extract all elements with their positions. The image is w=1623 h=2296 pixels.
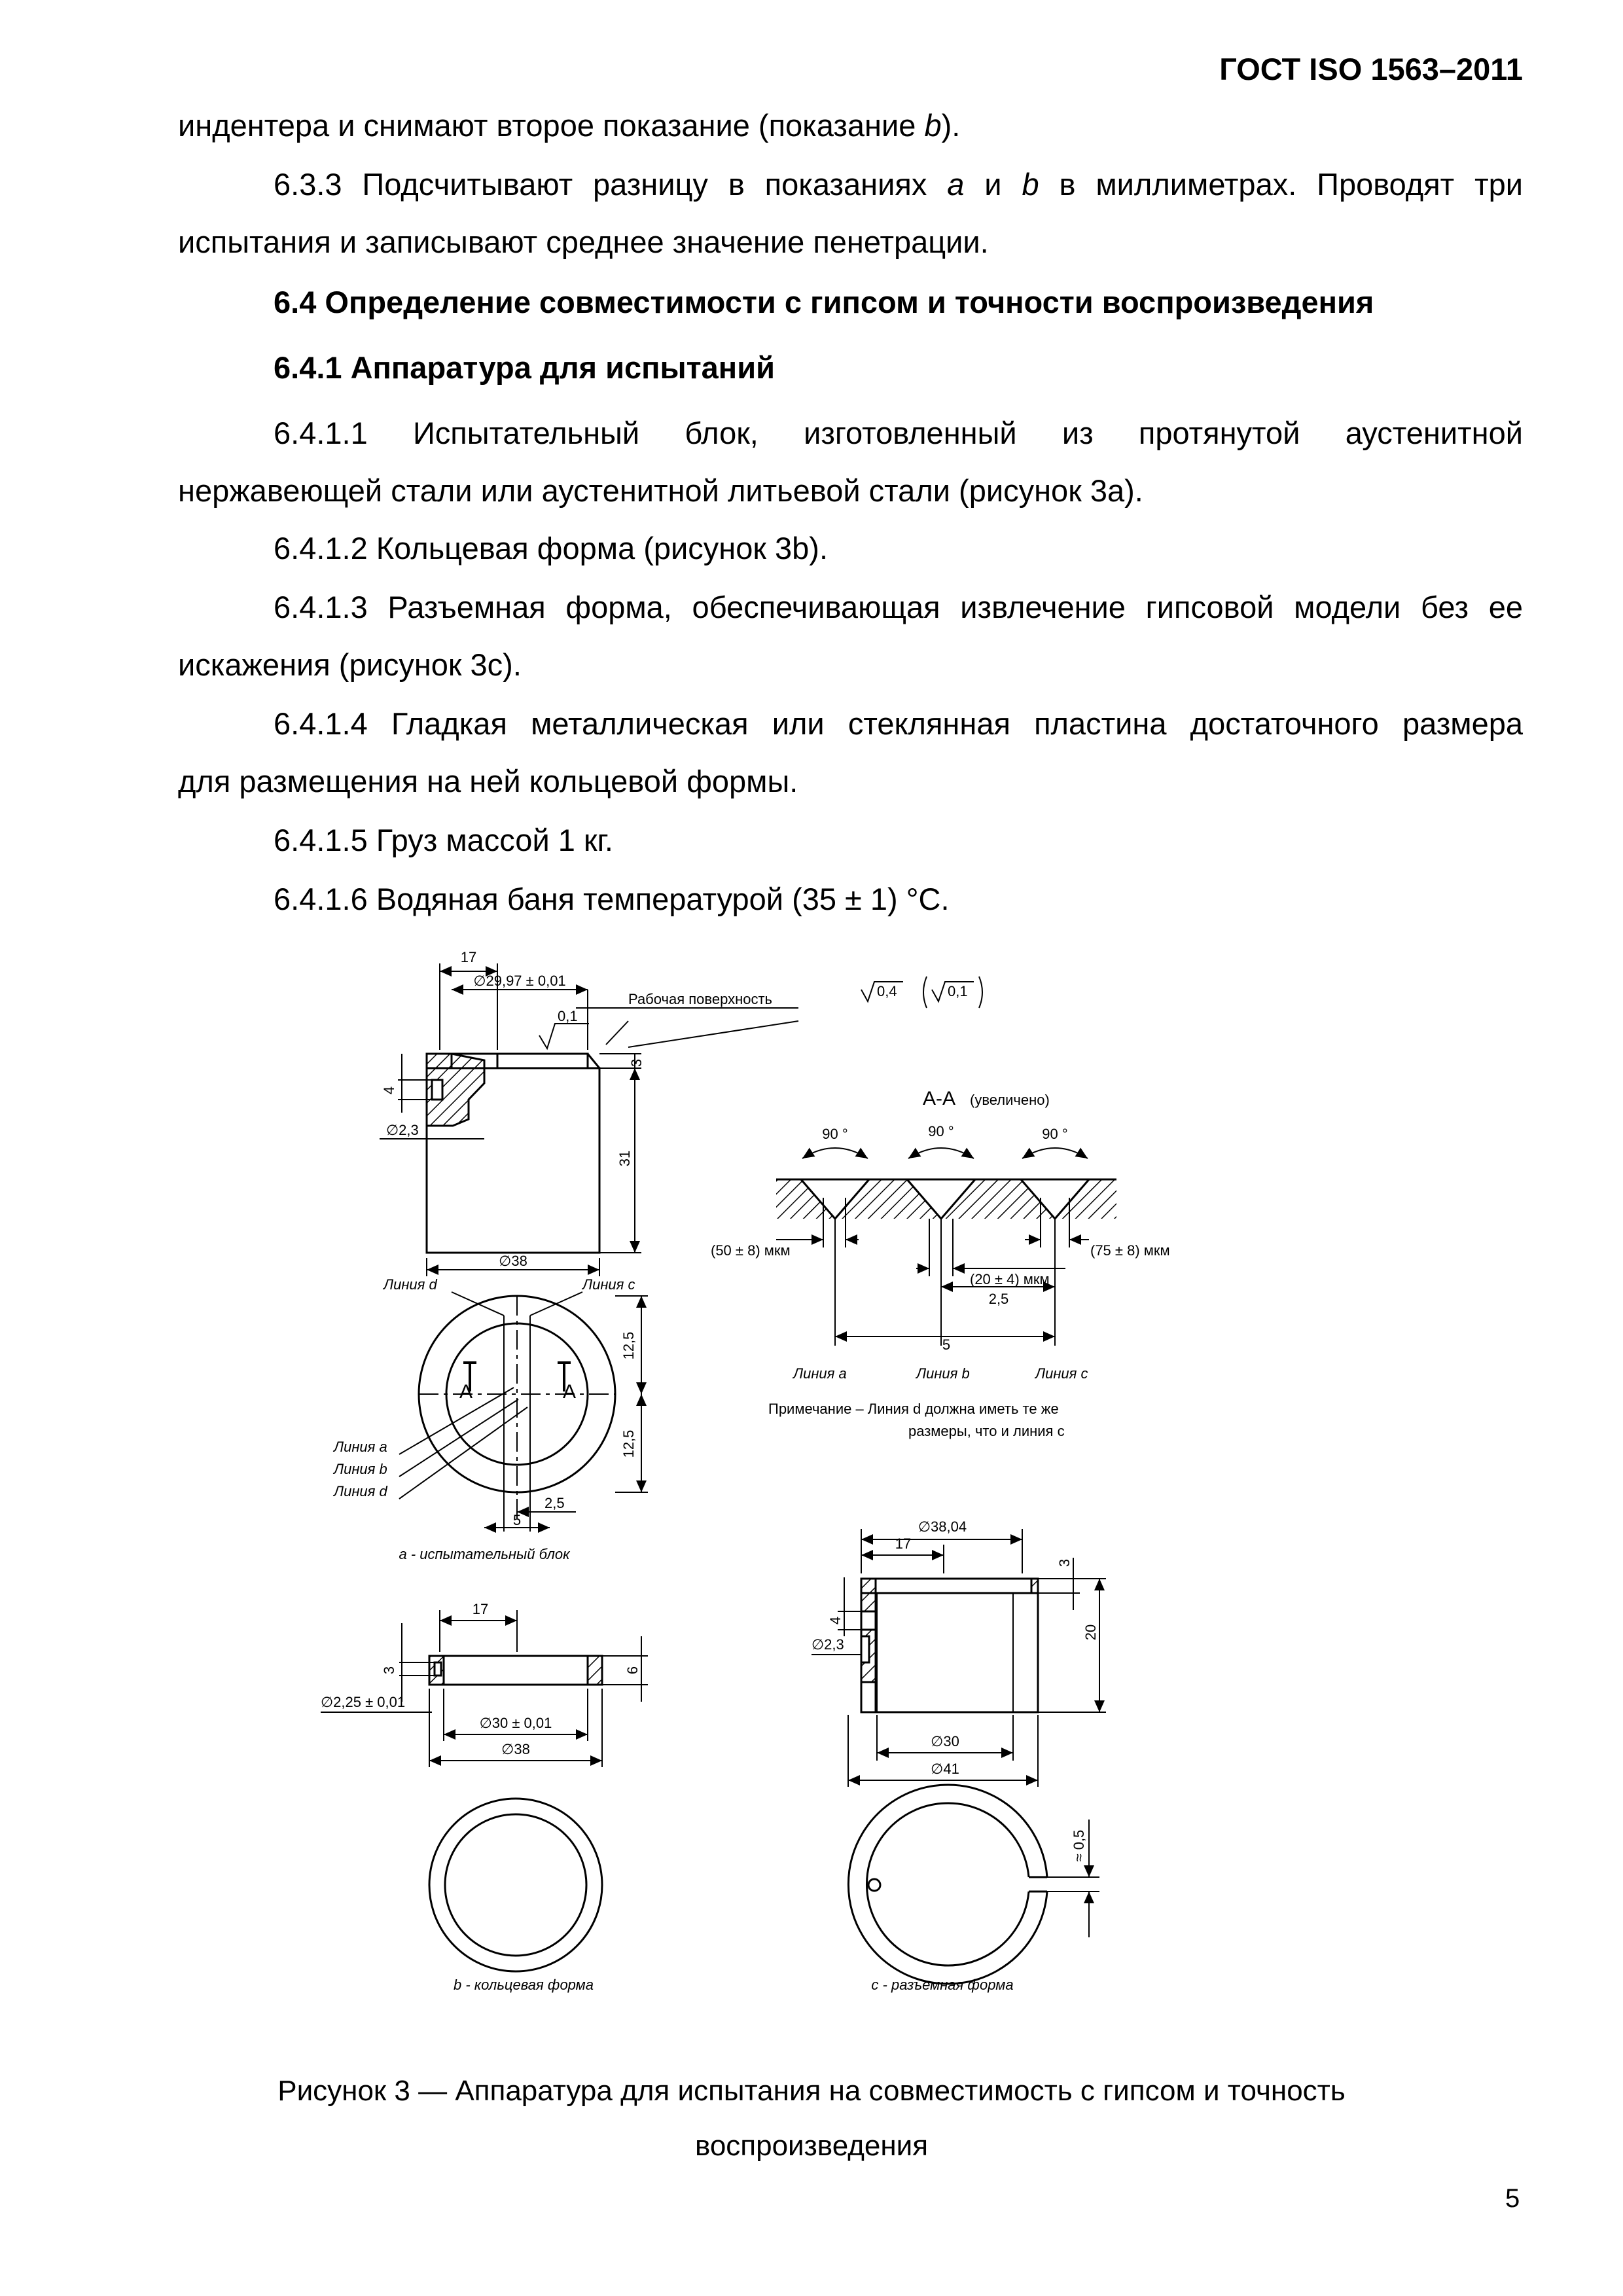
text-fragment: 6.3.3 Подсчитывают разницу в показаниях	[274, 167, 948, 202]
dim-label: ∅38	[501, 1741, 530, 1757]
figure-caption-line: воспроизведения	[694, 2130, 929, 2162]
figure-b-caption: b - кольцевая форма	[454, 1977, 594, 1993]
dim-label: 3	[628, 1058, 645, 1067]
section-heading: 6.4 Определение совместимости с гипсом и точности воспроизведения	[274, 285, 1374, 319]
roughness-label: 0,1	[558, 1008, 578, 1024]
dim-label: 4	[827, 1616, 844, 1625]
dim-label: ∅2,3	[386, 1122, 419, 1138]
dim-label: ∅29,97 ± 0,01	[473, 973, 566, 989]
dim-label: 3	[381, 1666, 397, 1675]
text-fragment: индентера и снимают второе показание (показание	[178, 108, 925, 143]
figure-note: Примечание – Линия d должна иметь те же	[768, 1401, 1059, 1417]
italic-var: b	[924, 108, 942, 143]
dim-label: ∅2,3	[812, 1636, 844, 1653]
dim-label: ≈ 0,5	[1071, 1829, 1087, 1862]
section-title: A-A	[923, 1088, 956, 1109]
dim-label: 5	[512, 1512, 522, 1528]
dim-label: (75 ± 8) мкм	[1090, 1242, 1170, 1259]
text-fragment: ).	[941, 108, 961, 143]
line-label: Линия a	[793, 1365, 847, 1382]
dim-label: 5	[942, 1336, 951, 1353]
dim-label: 2,5	[988, 1291, 1009, 1307]
paragraph-line: 6.4.1.5 Груз массой 1 кг.	[274, 823, 613, 857]
dim-label: ∅30	[931, 1733, 959, 1749]
paragraph-line: для размещения на ней кольцевой формы.	[178, 764, 798, 798]
roughness-label: 0,4	[877, 983, 897, 999]
angle-label: 90 °	[1042, 1126, 1068, 1142]
paragraph-line: испытания и записывают среднее значение пенетрации.	[178, 224, 989, 259]
figure-note: размеры, что и линия c	[908, 1423, 1065, 1439]
section-title-note: (увеличено)	[970, 1092, 1050, 1108]
dim-label: (50 ± 8) мкм	[711, 1242, 791, 1259]
figure-caption-line: Рисунок 3 — Аппаратура для испытания на совместимость с гипсом и точность	[277, 2075, 1346, 2107]
dim-label: 20	[1082, 1624, 1099, 1641]
paragraph-line: 6.4.1.4 Гладкая металлическая или стеклянная пластина достаточного размера	[274, 706, 1523, 741]
line-d-label: Линия d	[383, 1276, 437, 1293]
paragraph-line: 6.4.1.3 Разъемная форма, обеспечивающая извлечение гипсовой модели без ее	[274, 590, 1523, 624]
figure-a-caption: a - испытательный блок	[399, 1546, 570, 1562]
dim-label: ∅2,25 ± 0,01	[321, 1694, 406, 1710]
paragraph-line: искажения (рисунок 3с).	[178, 647, 522, 682]
paragraph-line: 6.4.1.6 Водяная баня температурой (35 ± 1) °С.	[274, 882, 950, 916]
figure-c-caption: c - разъемная форма	[871, 1977, 1014, 1993]
italic-var: b	[1022, 167, 1039, 202]
test-block-top-view	[399, 1292, 648, 1532]
paragraph-line: 6.4.1.2 Кольцевая форма (рисунок 3b).	[274, 531, 829, 565]
paragraph-line: 6.4.1.1 Испытательный блок, изготовленный из протянутой аустенитной	[274, 416, 1523, 450]
line-a-label: Линия a	[334, 1439, 387, 1455]
line-d-label: Линия d	[334, 1483, 387, 1499]
dim-label: 17	[895, 1535, 912, 1552]
angle-label: 90 °	[928, 1123, 954, 1139]
line-label: Линия b	[916, 1365, 970, 1382]
dim-label: ∅41	[931, 1761, 959, 1777]
section-a-a	[776, 977, 1116, 1346]
line-label: Линия c	[1035, 1365, 1088, 1382]
dim-label: 6	[624, 1666, 641, 1675]
section-mark: A	[459, 1381, 473, 1403]
paragraph-line: нержавеющей стали или аустенитной литьевой стали (рисунок 3а).	[178, 473, 1143, 508]
split-mould-drawing	[812, 1529, 1106, 1984]
ring-mould-drawing	[321, 1610, 648, 1971]
dim-label: 3	[1056, 1558, 1073, 1568]
angle-label: 90 °	[822, 1126, 848, 1142]
italic-var: a	[947, 167, 965, 202]
dim-label: 4	[381, 1086, 397, 1095]
roughness-label: 0,1	[948, 983, 968, 999]
dim-label: 12,5	[620, 1429, 637, 1458]
dim-label: 2,5	[544, 1495, 565, 1511]
dim-label: 31	[616, 1150, 633, 1167]
dim-label: 12,5	[620, 1331, 637, 1360]
line-b-label: Линия b	[334, 1461, 387, 1477]
document-code: ГОСТ ISO 1563–2011	[1219, 52, 1523, 86]
dim-label: ∅38	[499, 1253, 527, 1269]
section-mark: A	[562, 1381, 577, 1403]
page-number: 5	[1505, 2184, 1520, 2213]
dim-label: 17	[460, 949, 477, 965]
line-c-label: Линия c	[582, 1276, 635, 1293]
working-surface-label: Рабочая поверхность	[628, 991, 772, 1007]
dim-label: (20 ± 4) мкм	[970, 1271, 1050, 1287]
dim-label: ∅30 ± 0,01	[479, 1715, 552, 1731]
dim-label: ∅38,04	[918, 1518, 967, 1535]
dim-label: 17	[472, 1601, 489, 1617]
test-block-side-view	[380, 963, 798, 1276]
text-fragment: и	[964, 167, 1022, 202]
text-fragment: в миллиметрах. Проводят три	[1039, 167, 1523, 202]
subsection-heading: 6.4.1 Аппаратура для испытаний	[274, 350, 775, 385]
